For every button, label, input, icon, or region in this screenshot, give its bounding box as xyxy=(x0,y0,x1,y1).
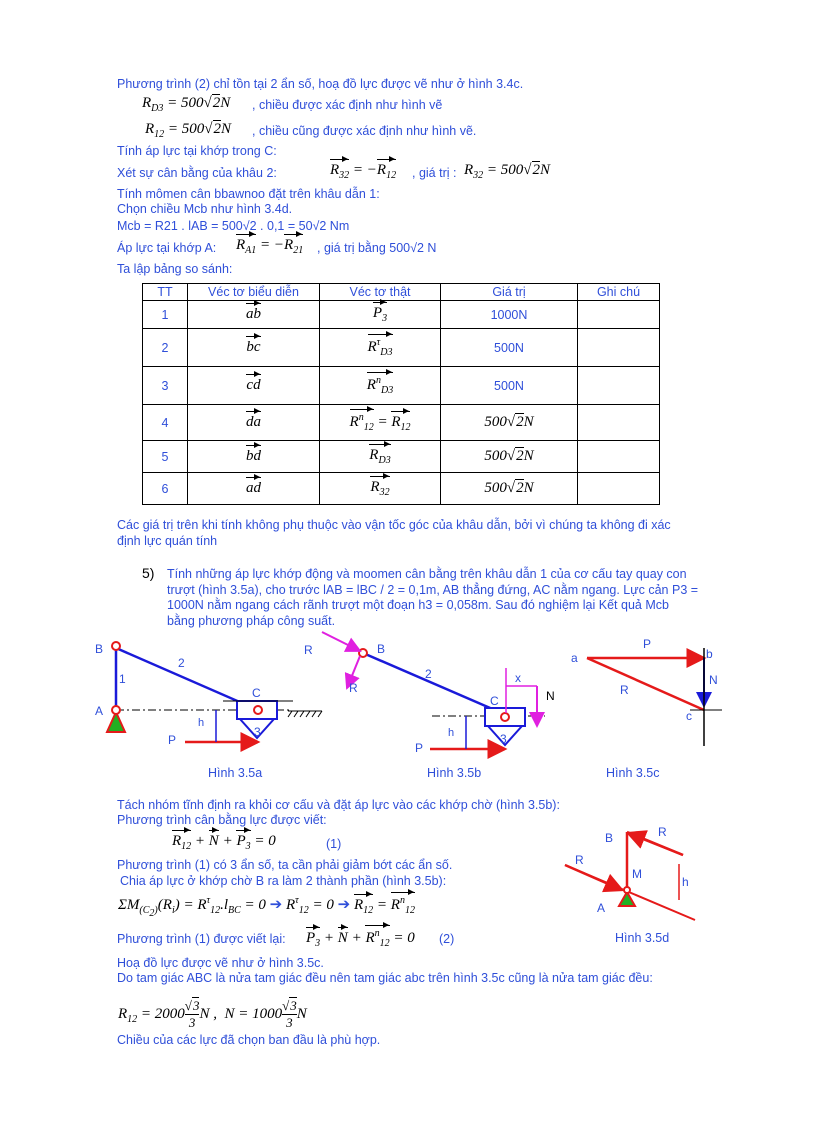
svg-text:M: M xyxy=(632,867,642,881)
equation-2: $P_3 + N + R^n_{12} = 0$ xyxy=(306,928,415,949)
row-vec: bd xyxy=(188,441,320,473)
row-val: 500N xyxy=(441,367,578,405)
figure-3-5c xyxy=(571,637,722,746)
svg-text:3: 3 xyxy=(500,732,507,746)
row-tt: 3 xyxy=(143,367,188,405)
svg-text:b: b xyxy=(706,647,713,661)
table-row xyxy=(143,301,660,329)
table-row xyxy=(143,367,660,405)
row-tt: 5 xyxy=(143,441,188,473)
svg-text:h: h xyxy=(448,727,455,739)
text-line: Tính áp lực tại khớp trong C: xyxy=(117,144,277,158)
svg-text:A: A xyxy=(597,901,606,915)
row-real: $P_3$ xyxy=(320,301,441,329)
svg-text:R: R xyxy=(658,825,667,839)
text-line: Áp lực tại khớp A: xyxy=(117,241,217,255)
formula-ra1: $R_{A1} = -R_{21}$ xyxy=(236,237,304,256)
row-vec: da xyxy=(188,405,320,441)
row-val: 500√2N xyxy=(441,473,578,505)
text-line: Tính mômen cân bbawnoo đặt trên khâu dẫn 1: xyxy=(117,187,380,201)
text-line: Xét sự cân bằng của khâu 2: xyxy=(117,166,277,180)
svg-text:B: B xyxy=(377,642,386,656)
text-line: , giá trị : xyxy=(412,166,457,180)
svg-text:P: P xyxy=(643,637,652,651)
figure-caption: Hình 3.5a xyxy=(208,766,263,780)
text-line: Phương trình (1) được viết lại: xyxy=(117,932,286,946)
row-real: $R^\tau_{D3}$ xyxy=(320,329,441,367)
text-line: Các giá trị trên khi tính không phụ thuộc vào vận tốc góc của khâu dẫn, bởi vì chúng ta không đi xác xyxy=(117,518,671,532)
moment-equation: $\Sigma M_{(C_2)}(R_i) = R^\tau_{12}.l_{BC} = 0$ ➔ $R^\tau_{12} = 0$ ➔ $R_{12} = R^n_{12}$ xyxy=(118,895,415,919)
problem-number: 5) xyxy=(142,565,155,581)
figure-3-5b xyxy=(304,632,555,755)
row-tt: 2 xyxy=(143,329,188,367)
svg-text:x: x xyxy=(515,671,521,685)
label: B xyxy=(95,642,104,656)
table-row xyxy=(143,329,660,367)
row-vec: ab xyxy=(188,301,320,329)
text-line: Chiều của các lực đã chọn ban đầu là phù hợp. xyxy=(117,1033,381,1047)
result-equation: $R_{12} = 2000$ $\frac{√3}{3}$ N , N = 1000 $\frac{√3}{3}$ N xyxy=(118,998,307,1030)
text-line: Tính những áp lực khớp động và moomen cân bằng trên khâu dẫn 1 của cơ cấu tay quay con xyxy=(167,567,687,581)
row-real: $R^n_{D3}$ xyxy=(320,367,441,405)
svg-text:2: 2 xyxy=(178,656,185,670)
eq-number: (2) xyxy=(439,932,455,946)
text-line: Mcb = R21 . lAB = 500√2 . 0,1 = 50√2 Nm xyxy=(117,219,350,233)
row-vec: bc xyxy=(188,329,320,367)
row-real: $R_{32}$ xyxy=(320,473,441,505)
row-tt: 6 xyxy=(143,473,188,505)
text-line: Hoạ đồ lực được vẽ như ở hình 3.5c. xyxy=(117,956,324,970)
svg-text:R: R xyxy=(304,643,313,657)
figures-3-5 xyxy=(0,628,816,778)
row-val: 500N xyxy=(441,329,578,367)
svg-text:3: 3 xyxy=(254,725,261,739)
svg-text:R: R xyxy=(620,683,629,697)
row-val: 500√2N xyxy=(441,405,578,441)
svg-text:N: N xyxy=(546,689,555,703)
table-row xyxy=(143,441,660,473)
text-line: Chọn chiều Mcb như hình 3.4d. xyxy=(117,202,293,216)
text-line: Phương trình cân bằng lực được viết: xyxy=(117,813,327,827)
table-row xyxy=(143,473,660,505)
svg-text:N: N xyxy=(709,673,718,687)
svg-text:B: B xyxy=(605,831,614,845)
text-line: định lực quán tính xyxy=(117,534,218,548)
text-line: Phương trình (2) chỉ tồn tại 2 ẩn số, hoạ đồ lực được vẽ như ở hình 3.4c. xyxy=(117,77,524,91)
eq-number: (1) xyxy=(326,837,342,851)
table-header: TT xyxy=(143,284,188,301)
svg-text:A: A xyxy=(95,704,104,718)
svg-text:c: c xyxy=(686,709,692,723)
row-tt: 4 xyxy=(143,405,188,441)
svg-text:h: h xyxy=(198,717,205,729)
svg-text:R: R xyxy=(349,681,358,695)
row-vec: cd xyxy=(188,367,320,405)
svg-text:a: a xyxy=(571,651,578,665)
figure-caption: Hình 3.5b xyxy=(427,766,482,780)
row-real: $R_{D3}$ xyxy=(320,441,441,473)
table-header: Ghi chú xyxy=(578,284,660,301)
table-header: Véc tơ biểu diễn xyxy=(188,284,320,301)
figure-caption: Hình 3.5d xyxy=(615,931,670,945)
svg-text:h: h xyxy=(682,875,689,889)
svg-text:1: 1 xyxy=(119,672,126,686)
row-val: 500√2N xyxy=(441,441,578,473)
text-line: , giá trị bằng 500√2 N xyxy=(317,241,437,255)
row-tt: 1 xyxy=(143,301,188,329)
figure-caption: Hình 3.5c xyxy=(606,766,660,780)
formula-rd3: $R_{D3} = 500√2N$ xyxy=(142,95,231,114)
table-row xyxy=(143,405,660,441)
row-real: $R^n_{12} = R_{12}$ xyxy=(320,405,441,441)
comparison-table xyxy=(142,283,660,505)
row-vec: ad xyxy=(188,473,320,505)
text-line: bằng phương pháp công suất. xyxy=(167,614,336,628)
formula-r32-val: $R_{32} = 500√2N$ xyxy=(464,162,551,181)
text-line: , chiều cũng được xác định như hình vẽ. xyxy=(252,124,477,138)
text-line: Ta lập bảng so sánh: xyxy=(117,262,233,276)
text-line: 1000N nằm ngang cách rãnh trượt một đoạn h3 = 0,058m. Sau đó nghiệm lại Kết quả Mcb xyxy=(167,598,669,612)
svg-text:P: P xyxy=(415,741,424,755)
figure-3-5d xyxy=(555,820,715,930)
svg-text:P: P xyxy=(168,733,177,747)
text-line: Do tam giác ABC là nửa tam giác đều nên tam giác abc trên hình 3.5c cũng là nửa tam giác đều: xyxy=(117,971,653,985)
table-header: Véc tơ thật xyxy=(320,284,441,301)
figure-3-5a xyxy=(95,642,322,747)
svg-text:C: C xyxy=(490,694,499,708)
equation-1: $R_{12} + N + P_3 = 0$ xyxy=(172,833,276,852)
svg-text:2: 2 xyxy=(425,667,432,681)
svg-text:R: R xyxy=(575,853,584,867)
table-header: Giá trị xyxy=(441,284,578,301)
text-line: trượt (hình 3.5a), cho trước lAB = lBC / 2 = 0,1m, AB thẳng đứng, AC nằm ngang. Lực cản P3 = xyxy=(167,583,699,597)
text-line: Phương trình (1) có 3 ẩn số, ta cần phải giảm bớt các ẩn số. xyxy=(117,858,453,872)
text-line: Tách nhóm tĩnh định ra khỏi cơ cấu và đặt áp lực vào các khớp chờ (hình 3.5b): xyxy=(117,798,560,812)
formula-r32: $R_{32} = -R_{12}$ xyxy=(330,162,397,181)
formula-r12: $R_{12} = 500√2N$ xyxy=(145,121,232,140)
text-line: , chiều được xác định như hình vẽ xyxy=(252,98,443,112)
text-line: Chia áp lực ở khớp chờ B ra làm 2 thành phần (hình 3.5b): xyxy=(120,874,447,888)
svg-text:C: C xyxy=(252,686,261,700)
row-val: 1000N xyxy=(441,301,578,329)
